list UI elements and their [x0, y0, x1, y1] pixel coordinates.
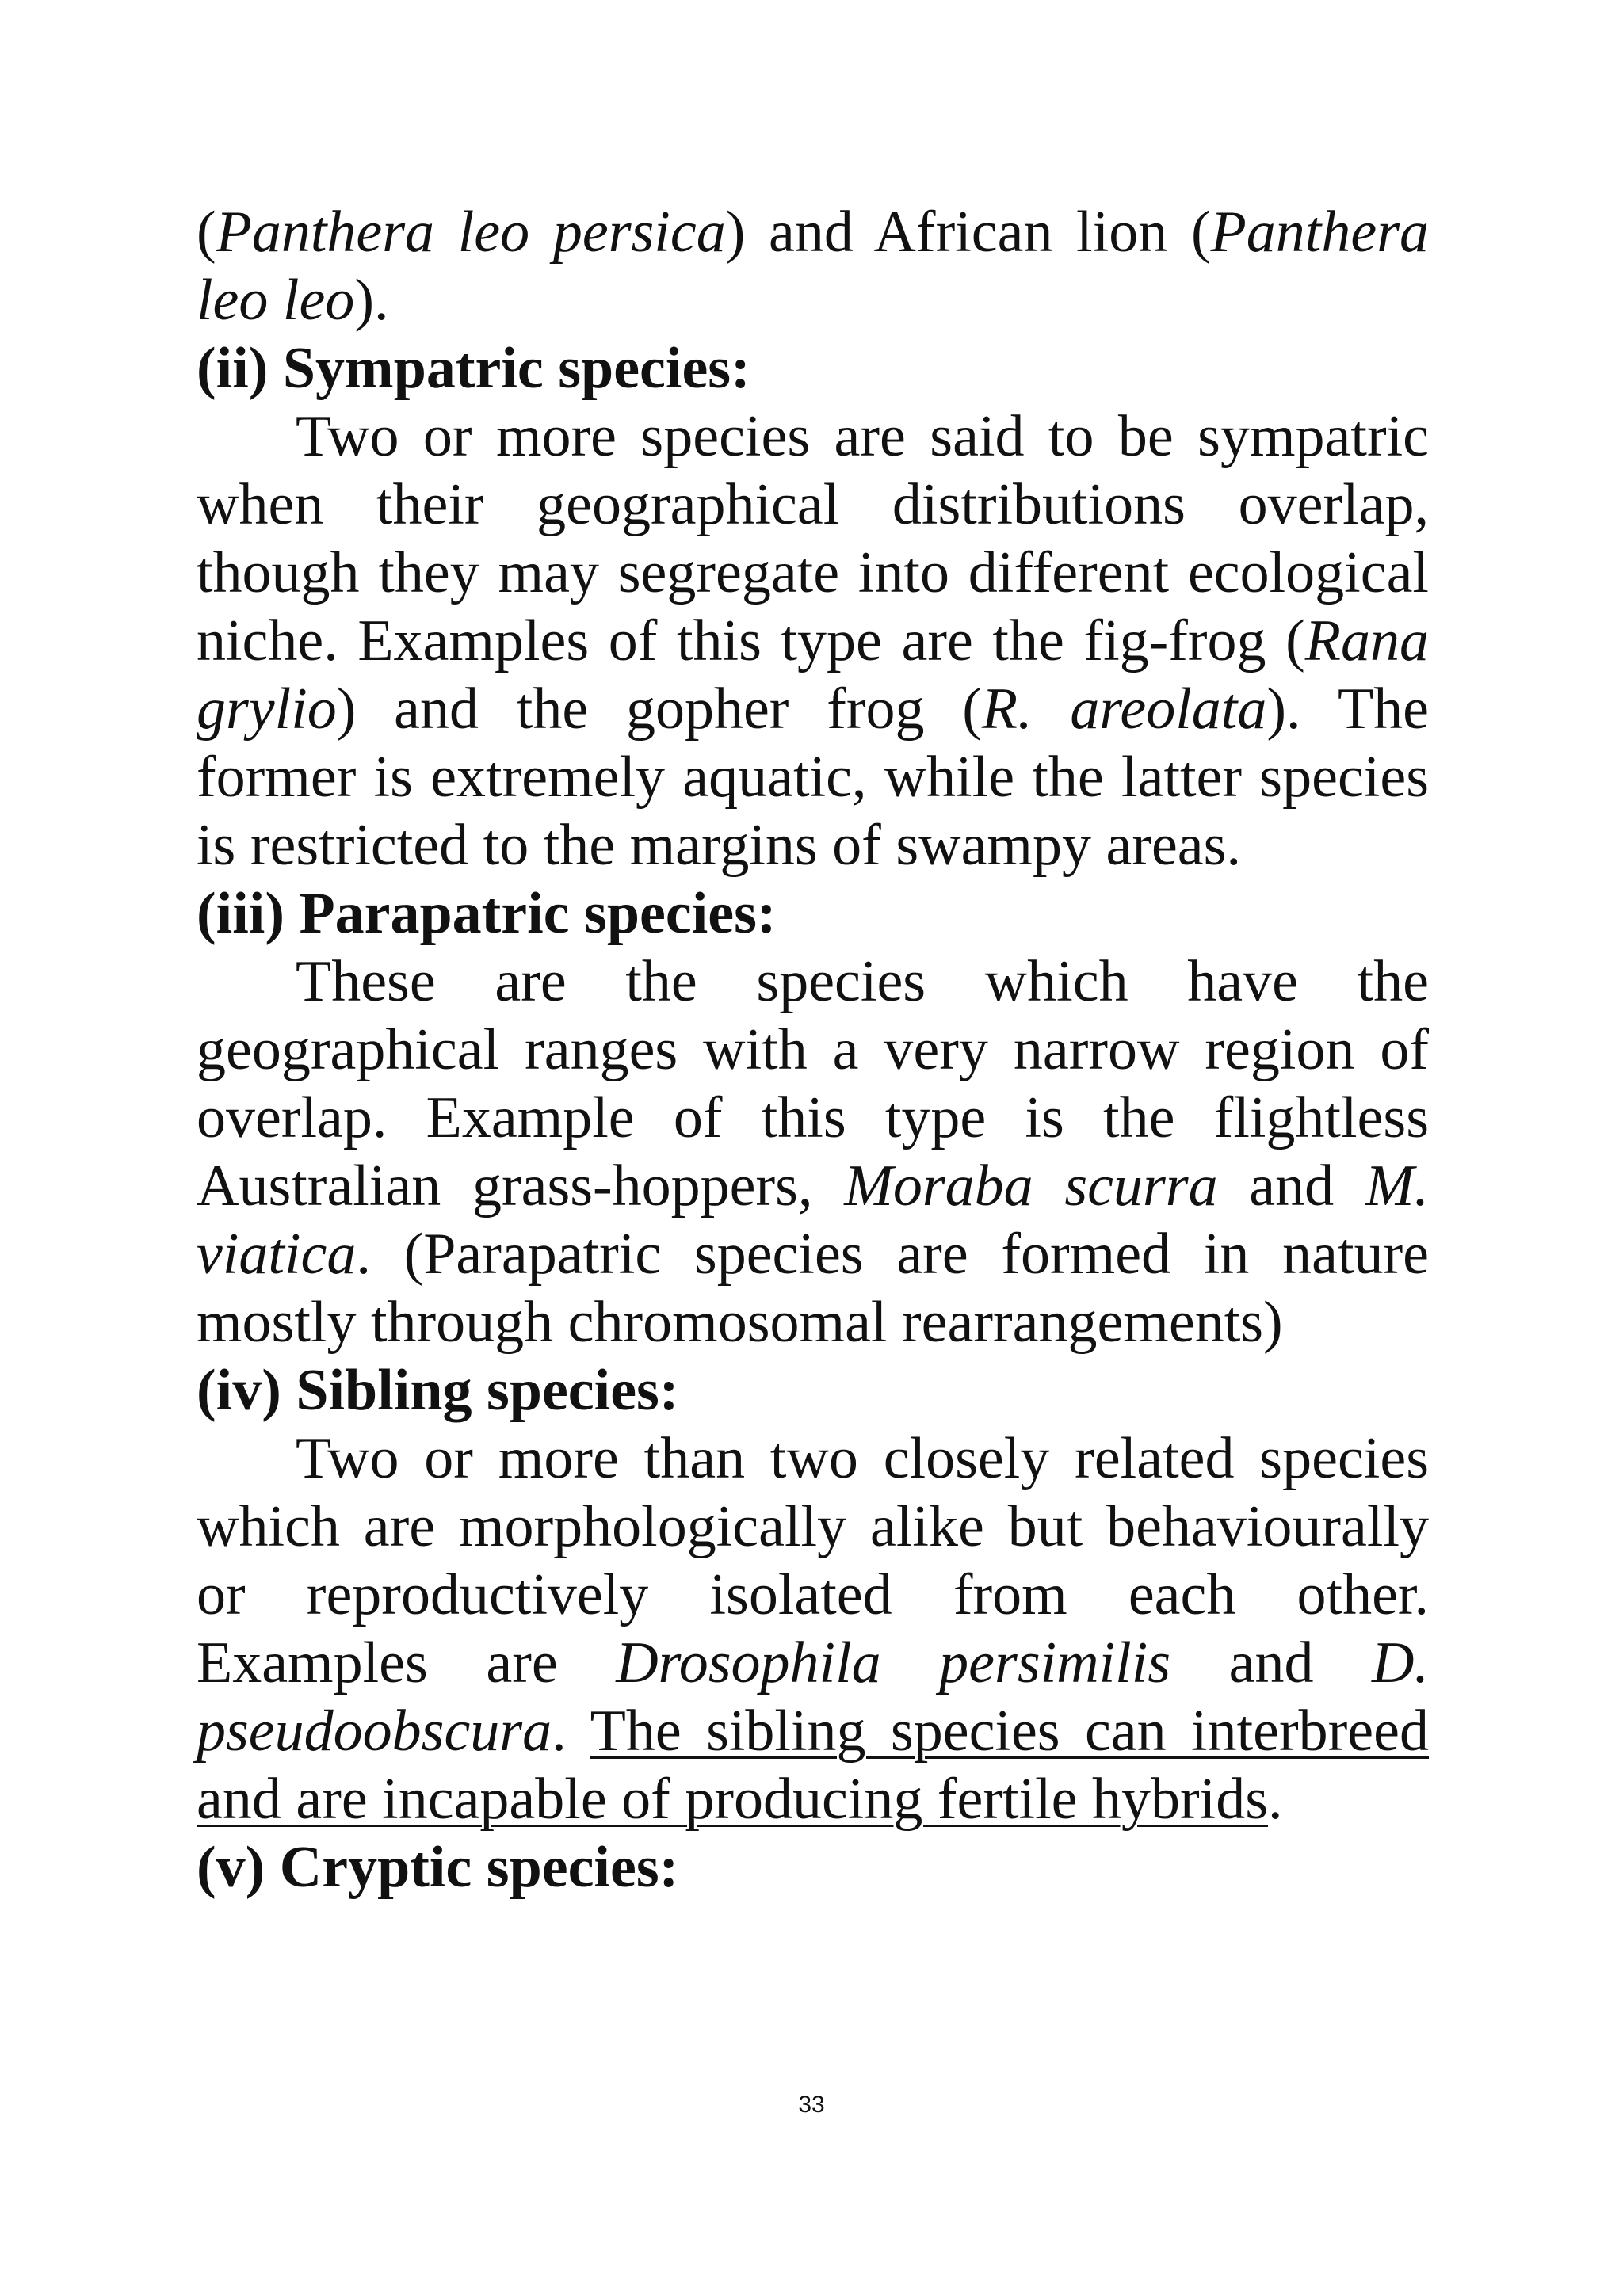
- parapatric-paragraph: These are the species which have the geographical ranges with a very narrow region of overlap. Example of this type is the flightless Australian grass-hoppers, Moraba scurra and M. viatica. (Parapatric species are formed in nature mostly through chromosomal rearrangements): [197, 949, 1429, 1355]
- cryptic-heading: (v) Cryptic species:: [197, 1835, 679, 1900]
- species-name: Rana grylio: [197, 608, 1429, 742]
- page-number: 33: [798, 2092, 825, 2118]
- sibling-heading: (iv) Sibling species:: [197, 1358, 679, 1423]
- species-name: R. areolata: [981, 677, 1267, 742]
- species-name: Panthera leo leo: [197, 200, 1430, 333]
- species-name: Moraba scurra: [844, 1154, 1218, 1219]
- document-body: [197, 198, 1429, 1901]
- species-name: M. viatica: [197, 1154, 1429, 1287]
- species-name: Panthera leo persica: [216, 200, 726, 265]
- underlined-sentence: The sibling species can interbreed and are incapable of producing fertile hybrids: [197, 1699, 1429, 1832]
- sibling-paragraph: Two or more than two closely related species which are morphologically alike but behaviourally or reproductively isolated from each other. Examples are Drosophila persimilis and D. pseudoobscura. The sibling species can interbreed and are incapable of producing fertile hybrids.: [197, 1426, 1429, 1832]
- species-name: Drosophila persimilis: [616, 1630, 1171, 1695]
- parapatric-heading: (iii) Parapatric species:: [197, 881, 777, 946]
- continuation-paragraph: (Panthera leo persica) and African lion (Panthera leo leo).: [197, 200, 1430, 333]
- sympatric-heading: (ii) Sympatric species:: [197, 336, 750, 401]
- species-name: D. pseudoobscura: [197, 1630, 1429, 1764]
- sympatric-paragraph: Two or more species are said to be sympatric when their geographical distributions overlap, though they may segregate into different ecological niche. Examples of this type are the fig-frog (Rana grylio) and the gopher frog (R. areolata). The former is extremely aquatic, while the latter species is restricted to the margins of swampy areas.: [197, 404, 1429, 878]
